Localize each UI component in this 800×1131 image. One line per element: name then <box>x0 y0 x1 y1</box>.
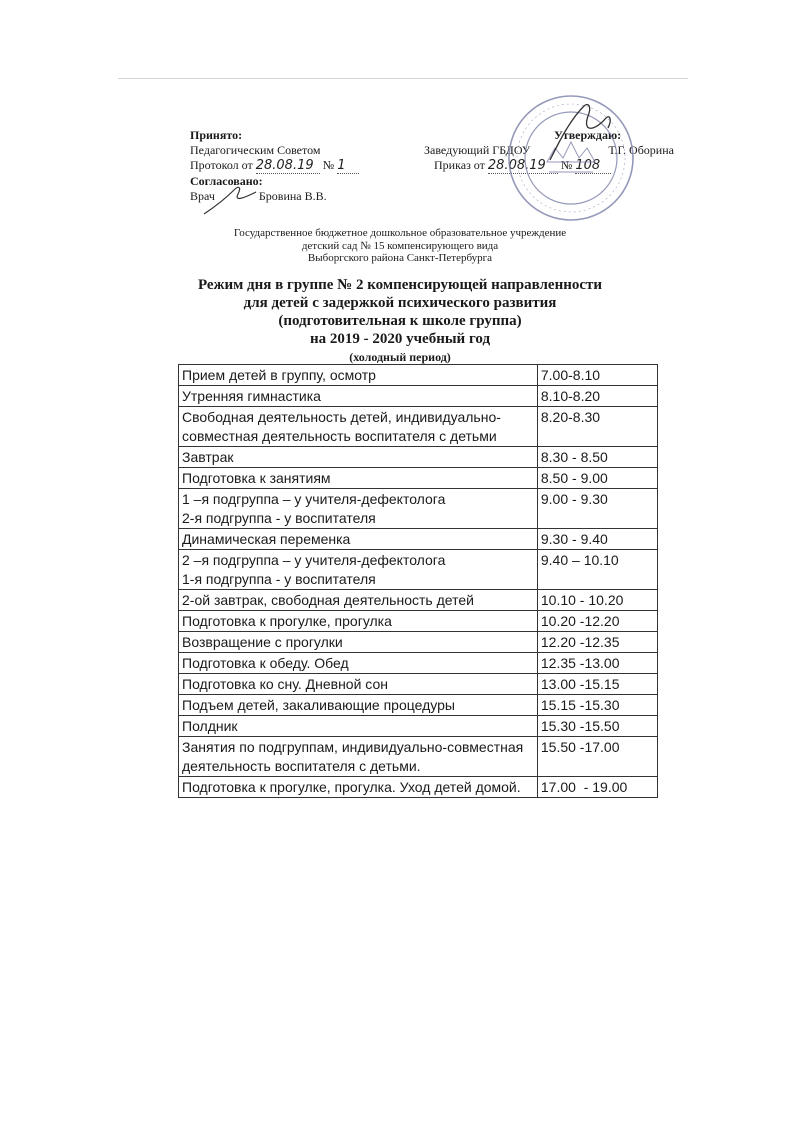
activity-cell: Подготовка к прогулке, прогулка. Уход детей домой. <box>179 777 538 798</box>
order-number-label: № <box>560 158 573 172</box>
time-cell: 7.00-8.10 <box>537 365 657 386</box>
protocol-line <box>190 158 359 174</box>
title-line-3: (подготовительная к школе группа) <box>278 313 522 329</box>
activity-cell: Занятия по подгруппам, индивидуально-совместная деятельность воспитателя с детьми. <box>179 737 538 777</box>
table-row <box>179 447 658 468</box>
time-cell: 8.10-8.20 <box>537 386 657 407</box>
activity-cell: Полдник <box>179 716 538 737</box>
table-row <box>179 468 658 489</box>
time-cell: 17.00 - 19.00 <box>537 777 657 798</box>
time-cell: 8.30 - 8.50 <box>537 447 657 468</box>
time-cell: 15.30 -15.50 <box>537 716 657 737</box>
title-line-4: на 2019 - 2020 учебный год <box>309 331 491 347</box>
agreed-label: Согласовано: <box>190 174 263 188</box>
time-cell: 8.20-8.30 <box>537 407 657 447</box>
protocol-date: 28.08.19 <box>256 158 320 174</box>
council-label: Педагогическим Советом <box>190 143 321 157</box>
order-number: 108 <box>575 158 611 174</box>
table-row <box>179 716 658 737</box>
table-row <box>179 489 658 529</box>
table-row <box>179 695 658 716</box>
organization-line-1: Государственное бюджетное дошкольное образовательное учреждение <box>233 227 567 239</box>
time-cell: 9.40 – 10.10 <box>537 550 657 590</box>
table-row <box>179 611 658 632</box>
activity-cell: 2 –я подгруппа – у учителя-дефектолога 1-я подгруппа - у воспитателя <box>179 550 538 590</box>
activity-cell: Подготовка к занятиям <box>179 468 538 489</box>
table-row <box>179 407 658 447</box>
protocol-prefix: Протокол от <box>190 158 253 172</box>
activity-cell: Подъем детей, закаливающие процедуры <box>179 695 538 716</box>
activity-cell: Прием детей в группу, осмотр <box>179 365 538 386</box>
table-row <box>179 653 658 674</box>
table-row <box>179 590 658 611</box>
table-row <box>179 632 658 653</box>
head-signature <box>540 100 620 170</box>
accepted-label: Принято: <box>190 128 243 142</box>
time-cell: 15.50 -17.00 <box>537 737 657 777</box>
activity-cell: Утренняя гимнастика <box>179 386 538 407</box>
title-line-1: Режим дня в группе № 2 компенсирующей направленности <box>197 277 603 293</box>
table-row <box>179 777 658 798</box>
table-row <box>179 529 658 550</box>
time-cell: 13.00 -15.15 <box>537 674 657 695</box>
table-row <box>179 386 658 407</box>
activity-cell: 1 –я подгруппа – у учителя-дефектолога 2-я подгруппа - у воспитателя <box>179 489 538 529</box>
order-date: 28.08.19 <box>488 158 558 174</box>
order-prefix: Приказ от <box>434 158 485 172</box>
time-cell: 10.10 - 10.20 <box>537 590 657 611</box>
title-line-2: для детей с задержкой психического развития <box>243 295 557 311</box>
time-cell: 9.00 - 9.30 <box>537 489 657 529</box>
time-cell: 9.30 - 9.40 <box>537 529 657 550</box>
time-cell: 15.15 -15.30 <box>537 695 657 716</box>
page-top-rule <box>118 78 688 79</box>
organization-line-3: Выборгского района Санкт-Петербурга <box>307 252 493 264</box>
doctor-name: Бровина В.В. <box>258 189 327 203</box>
time-cell: 10.20 -12.20 <box>537 611 657 632</box>
table-row <box>179 550 658 590</box>
document-title <box>0 276 800 366</box>
head-name: Т.Г. Оборина <box>608 143 674 157</box>
approve-label: Утверждаю: <box>554 128 622 142</box>
protocol-number: 1 <box>337 158 359 174</box>
table-row <box>179 674 658 695</box>
table-row <box>179 365 658 386</box>
activity-cell: Динамическая переменка <box>179 529 538 550</box>
time-cell: 12.35 -13.00 <box>537 653 657 674</box>
time-cell: 8.50 - 9.00 <box>537 468 657 489</box>
activity-cell: Свободная деятельность детей, индивидуально-совместная деятельность воспитателя с детьми <box>179 407 538 447</box>
protocol-number-label: № <box>322 158 335 172</box>
activity-cell: Подготовка к прогулке, прогулка <box>179 611 538 632</box>
head-label: Заведующий ГБДОУ <box>424 143 531 157</box>
schedule-table <box>178 364 658 798</box>
activity-cell: Подготовка ко сну. Дневной сон <box>179 674 538 695</box>
activity-cell: Завтрак <box>179 447 538 468</box>
activity-cell: 2-ой завтрак, свободная деятельность детей <box>179 590 538 611</box>
time-cell: 12.20 -12.35 <box>537 632 657 653</box>
activity-cell: Возвращение с прогулки <box>179 632 538 653</box>
doctor-signature <box>198 180 268 220</box>
table-row <box>179 737 658 777</box>
doctor-label: Врач <box>190 189 215 203</box>
activity-cell: Подготовка к обеду. Обед <box>179 653 538 674</box>
organization-line-2: детский сад № 15 компенсирующего вида <box>301 240 499 252</box>
title-line-5: (холодный период) <box>349 350 451 364</box>
